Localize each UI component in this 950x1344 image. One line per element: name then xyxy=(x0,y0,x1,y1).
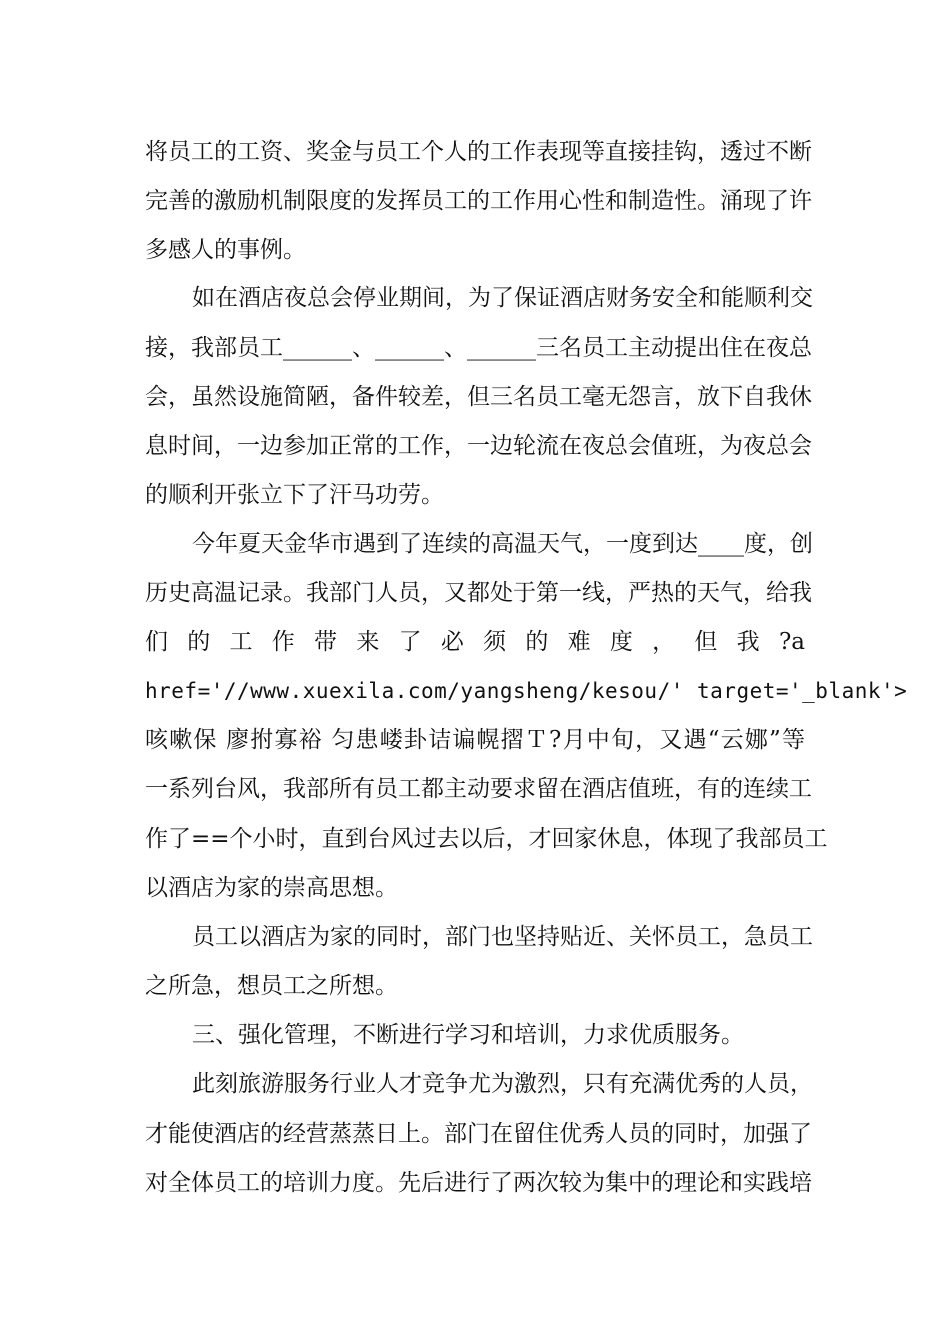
text-line-18: 之所急，想员工之所想。 xyxy=(145,973,398,999)
text-line-13: 咳嗽保 廖拊寡裕 匀患嵝卦诘谝幌摺Ｔ?月中旬，又遇“云娜”等 xyxy=(145,727,805,753)
text-line-8: 的顺利开张立下了汗马功劳。 xyxy=(145,482,444,508)
text-line-20: 此刻旅游服务行业人才竞争尤为激烈，只有充满优秀的人员， xyxy=(192,1071,813,1097)
text-line-17: 员工以酒店为家的同时，部门也坚持贴近、关怀员工，急员工 xyxy=(192,924,813,950)
text-line-1: 将员工的工资、奖金与员工个人的工作表现等直接挂钩，透过不断 xyxy=(145,139,812,165)
text-line-2: 完善的激励机制限度的发挥员工的工作用心性和制造性。涌现了许 xyxy=(145,188,812,214)
text-line-14: 一系列台风，我部所有员工都主动要求留在酒店值班，有的连续工 xyxy=(145,776,812,802)
text-line-7: 息时间，一边参加正常的工作，一边轮流在夜总会值班，为夜总会 xyxy=(145,433,812,459)
text-line-3: 多感人的事例。 xyxy=(145,237,306,263)
text-line-10: 历史高温记录。我部门人员，又都处于第一线，严热的天气，给我 xyxy=(145,580,812,606)
text-line-5: 接，我部员工______、______、______三名员工主动提出住在夜总 xyxy=(145,335,812,361)
section-heading: 三、强化管理，不断进行学习和培训，力求优质服务。 xyxy=(192,1022,744,1048)
text-line-15: 作了==个小时，直到台风过去以后，才回家休息，体现了我部员工 xyxy=(145,826,828,852)
text-line-6: 会，虽然设施简陋，备件较差，但三名员工毫无怨言，放下自我休 xyxy=(145,384,812,410)
text-line-11: 们 的 工 作 带 来 了 必 须 的 难 度 ， 但 我 ?a xyxy=(145,629,805,655)
text-line-16: 以酒店为家的崇高思想。 xyxy=(145,875,398,901)
text-line-9: 今年夏天金华市遇到了连续的高温天气，一度到达____度，创 xyxy=(192,531,813,557)
text-line-21: 才能使酒店的经营蒸蒸日上。部门在留住优秀人员的同时，加强了 xyxy=(145,1121,812,1147)
text-line-4: 如在酒店夜总会停业期间，为了保证酒店财务安全和能顺利交 xyxy=(192,285,813,311)
text-line-22: 对全体员工的培训力度。先后进行了两次较为集中的理论和实践培 xyxy=(145,1170,812,1196)
text-line-12: href='//www.xuexila.com/yangsheng/kesou/' target='_blank'> xyxy=(145,679,908,703)
